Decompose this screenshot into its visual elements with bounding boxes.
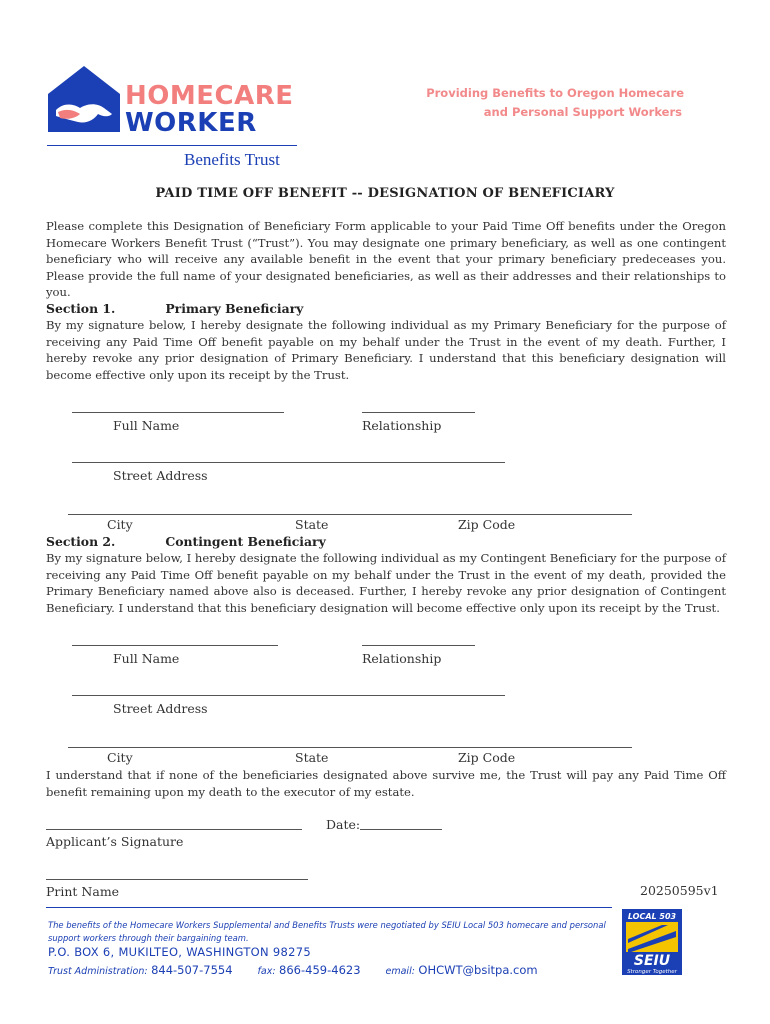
s2-relationship-line[interactable]	[362, 645, 475, 646]
s1-city-state-zip-line[interactable]	[68, 514, 632, 515]
section1-number: Section 1.	[46, 301, 116, 316]
document-title: PAID TIME OFF BENEFIT -- DESIGNATION OF BENEFICIARY	[155, 186, 615, 201]
email-label: email:	[385, 966, 415, 977]
logo-text-homecare: HOMECARE	[125, 81, 294, 111]
tagline-line1: Providing Benefits to Oregon Homecare	[426, 86, 684, 100]
footer-note: The benefits of the Homecare Workers Supplemental and Benefits Trusts were negotiated by SEIU Local 503 homecare and personal support workers through their bargaining team.	[48, 920, 606, 943]
s1-city-label: City	[107, 517, 133, 532]
form-version: 20250595v1	[640, 883, 719, 898]
section2-number: Section 2.	[46, 534, 116, 549]
section2-heading	[46, 534, 326, 549]
s1-relationship-label: Relationship	[362, 418, 442, 433]
seiu-name-text: SEIU	[633, 953, 671, 969]
header-tagline	[426, 84, 684, 122]
seiu-local-text: LOCAL 503	[627, 912, 677, 921]
s1-street-line[interactable]	[72, 462, 505, 463]
s2-street-line[interactable]	[72, 695, 505, 696]
fax-label: fax:	[257, 966, 276, 977]
s2-city-label: City	[107, 750, 133, 765]
s2-relationship-label: Relationship	[362, 651, 442, 666]
s2-full-name-label: Full Name	[113, 651, 180, 666]
section1-title: Primary Beneficiary	[165, 301, 304, 316]
date-label: Date:	[326, 817, 361, 832]
print-name-line[interactable]	[46, 879, 308, 880]
s2-state-label: State	[295, 750, 329, 765]
print-name-label: Print Name	[46, 884, 120, 899]
logo-text-benefits-trust: Benefits Trust	[184, 150, 280, 169]
date-line[interactable]	[360, 829, 442, 830]
seiu-local-503-logo	[622, 909, 682, 975]
s1-street-label: Street Address	[113, 468, 208, 483]
s1-zip-label: Zip Code	[458, 517, 516, 532]
intro-paragraph: Please complete this Designation of Beneficiary Form applicable to your Paid Time Off benefits under the Oregon Homecare Workers Benefit Trust (“Trust”). You may designate one primary beneficiary, as well as one contingent beneficiary who will receive any available benefit in the event that your primary beneficiary predeceases you. Please provide the full name of your designated beneficiaries, as well as their addresses and their relationships to you.	[46, 219, 726, 299]
s2-city-state-zip-line[interactable]	[68, 747, 632, 748]
fax-number: 866-459-4623	[279, 963, 361, 977]
footer-address: P.O. BOX 6, MUKILTEO, WASHINGTON 98275	[48, 945, 311, 959]
closing-paragraph: I understand that if none of the beneficiaries designated above survive me, the Trust will pay any Paid Time Off benefit remaining upon my death to the executor of my estate.	[46, 768, 726, 799]
footer-contact	[48, 963, 538, 977]
s2-full-name-line[interactable]	[72, 645, 278, 646]
signature-label: Applicant’s Signature	[46, 834, 184, 849]
s1-full-name-line[interactable]	[72, 412, 284, 413]
s2-zip-label: Zip Code	[458, 750, 516, 765]
s2-street-label: Street Address	[113, 701, 208, 716]
footer-divider	[46, 907, 612, 908]
admin-label: Trust Administration:	[48, 966, 148, 977]
section2-body: By my signature below, I hereby designate the following individual as my Contingent Beneficiary for the purpose of receiving any Paid Time Off benefit payable on my behalf under the Trust in the event of my death, provided the Primary Beneficiary named above also is deceased. Further, I hereby revoke any prior designation of Contingent Beneficiary. I understand that this beneficiary designation will become effective only upon its receipt by the Trust.	[46, 551, 726, 615]
logo-divider	[47, 145, 297, 146]
section1-body: By my signature below, I hereby designate the following individual as my Primary Beneficiary for the purpose of receiving any Paid Time Off benefit payable on my behalf under the Trust in the event of my death. Further, I hereby revoke any prior designation of Primary Beneficiary. I understand that this beneficiary designation will become effective only upon its receipt by the Trust.	[46, 318, 726, 382]
admin-phone[interactable]: 844-507-7554	[151, 963, 233, 977]
email-link[interactable]: OHCWT@bsitpa.com	[418, 963, 538, 977]
s1-state-label: State	[295, 517, 329, 532]
signature-line[interactable]	[46, 829, 302, 830]
logo-text-worker: WORKER	[125, 108, 257, 138]
homecare-house-logo-icon	[46, 64, 122, 134]
section1-heading	[46, 301, 303, 316]
s1-relationship-line[interactable]	[362, 412, 475, 413]
section2-title: Contingent Beneficiary	[165, 534, 326, 549]
s1-full-name-label: Full Name	[113, 418, 180, 433]
seiu-slogan-text: Stronger Together	[627, 969, 677, 975]
tagline-line2: and Personal Support Workers	[483, 105, 682, 119]
